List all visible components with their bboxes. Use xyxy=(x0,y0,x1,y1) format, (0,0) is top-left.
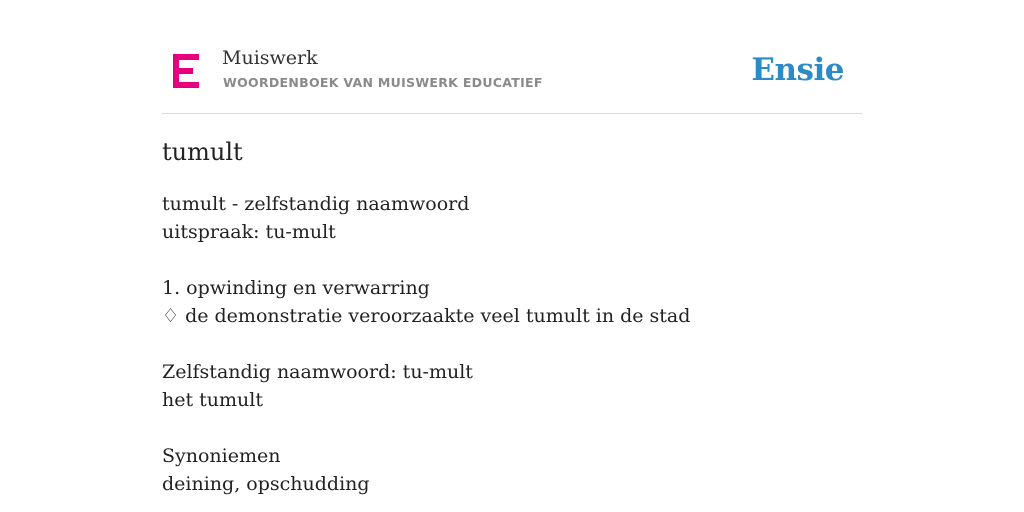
header xyxy=(162,0,862,114)
definition-line: het tumult xyxy=(162,389,263,411)
logo-bar xyxy=(173,68,193,74)
definition-line xyxy=(162,414,690,442)
definition-body xyxy=(162,190,690,498)
definition-line: tumult - zelfstandig naamwoord xyxy=(162,193,470,215)
brand-subtitle: WOORDENBOEK VAN MUISWERK EDUCATIEF xyxy=(223,75,543,90)
definition-line: deining, opschudding xyxy=(162,473,370,495)
brand-name[interactable]: Muiswerk xyxy=(222,47,318,69)
definition-line: 1. opwinding en verwarring xyxy=(162,277,430,299)
logo-bar xyxy=(173,54,199,60)
definition-line: ♢ de demonstratie veroorzaakte veel tumult in de stad xyxy=(162,305,691,327)
definition-line: Synoniemen xyxy=(162,445,281,467)
definition-line: uitspraak: tu-mult xyxy=(162,221,336,243)
muiswerk-logo-icon[interactable] xyxy=(173,54,199,88)
page-title: tumult xyxy=(162,138,243,166)
ensie-logo-link[interactable]: Ensie xyxy=(751,52,844,88)
definition-line: Zelfstandig naamwoord: tu-mult xyxy=(162,361,473,383)
page-content xyxy=(162,0,862,495)
definition-line xyxy=(162,246,690,274)
definition-line xyxy=(162,330,690,358)
logo-bar xyxy=(173,82,199,88)
